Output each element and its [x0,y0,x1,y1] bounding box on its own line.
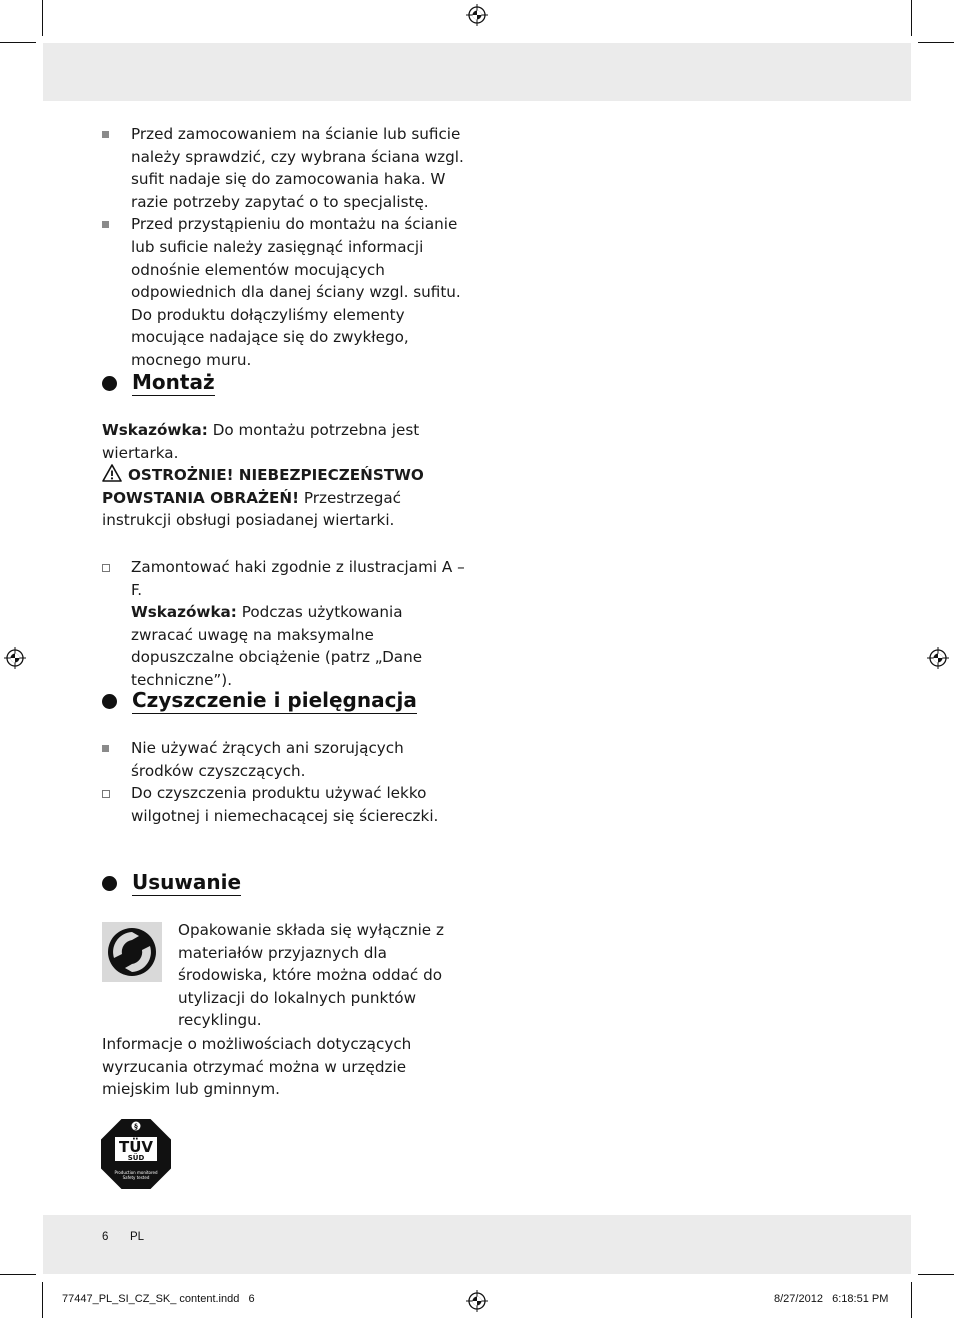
warning-triangle-icon [102,464,122,482]
hint-label: Wskazówka: [102,421,208,439]
section-heading-disposal [102,870,241,896]
registration-mark-icon [466,4,488,26]
crop-mark [42,0,43,36]
heading-text: Montaż [132,370,215,394]
montaz-warning [102,464,468,532]
header-band [43,43,911,101]
tuv-caption2: Safety tested [122,1175,150,1180]
crop-mark [42,1282,43,1318]
packaging-text: Opakowanie składa się wyłącznie z materiałów przyjaznych dla środowiska, które można oddać do utylizacji do lokalnych punktów recyklingu. [178,921,444,1030]
bullet-square-icon [102,745,109,752]
tuv-brand: TÜV [118,1138,154,1156]
heading-text: Usuwanie [132,870,242,894]
list-item [102,123,468,213]
checkbox-square-icon [102,564,110,572]
slug-file: 77447_PL_SI_CZ_SK_ content.indd 6 [62,1293,255,1305]
crop-mark [918,42,954,43]
section-heading-montaz [102,370,215,396]
list-item [102,213,468,371]
list-item [102,737,468,782]
page-number: 6 [102,1231,109,1243]
language-code: PL [130,1231,145,1243]
section-heading-cleaning [102,688,417,714]
montaz-steps [102,556,468,692]
bullet-square-icon [102,131,109,138]
list-item [102,556,468,692]
crop-mark [0,1274,36,1275]
montaz-hint [102,419,468,464]
tuv-sub: SÜD [127,1154,145,1162]
crop-mark [918,1274,954,1275]
green-dot-recycling-icon [102,922,162,982]
bullet-square-icon [102,221,109,228]
cleaning-list [102,737,468,827]
heading-bullet-icon [102,376,117,391]
step-text: Zamontować haki zgodnie z ilustracjami A – F. [131,558,465,599]
warning-bold: OSTROŻNIE! NIEBEZPIECZEŃSTWO POWSTANIA OBRAŻEŃ! [102,466,424,507]
tuv-caption1: Production monitored [114,1170,158,1175]
heading-bullet-icon [102,876,117,891]
svg-text:§: § [134,1122,138,1131]
step-hint-text: Podczas użytkowania zwracać uwagę na maksymalne dopuszczalne obciążenie (patrz „Dane techniczne”). [131,603,423,689]
registration-mark-icon [4,647,26,669]
list-item-text: Do czyszczenia produktu używać lekko wilgotnej i niemechacącej się ściereczki. [131,784,439,825]
heading-text: Czyszczenie i pielęgnacja [132,688,417,712]
registration-mark-icon [466,1290,488,1312]
tuv-sud-logo [101,1119,171,1189]
heading-bullet-icon [102,694,117,709]
crop-mark [911,0,912,36]
intro-list [102,123,468,372]
footer-band [43,1215,911,1274]
list-item [102,782,468,827]
disposal-info: Informacje o możliwościach dotyczących wyrzucania otrzymać można w urzędzie miejskim lub gminnym. [102,1035,412,1099]
list-item-text: Nie używać żrących ani szorujących środków czyszczących. [131,739,404,780]
slug-datetime: 8/27/2012 6:18:51 PM [774,1293,889,1305]
checkbox-square-icon [102,790,110,798]
registration-mark-icon [927,647,949,669]
step-hint-label: Wskazówka: [131,603,237,622]
crop-mark [911,1282,912,1318]
list-item-text: Przed zamocowaniem na ścianie lub suficie należy sprawdzić, czy wybrana ściana wzgl. sufit nadaje się do zamocowania haka. W razie potrzeby zapytać o to specjalistę. [131,125,464,211]
warning-text: Przestrzegać instrukcji obsługi posiadanej wiertarki. [102,488,402,530]
hint-text: Do montażu potrzebna jest wiertarka. [102,421,420,462]
list-item-text: Przed przystąpieniu do montażu na ścianie lub suficie należy zasięgnąć informacji odnośnie elementów mocujących odpowiednich dla danej ściany wzgl. sufitu. Do produktu dołączyliśmy elementy mocujące nadające się do zwykłego, mocnego muru. [131,215,461,369]
crop-mark [0,42,36,43]
